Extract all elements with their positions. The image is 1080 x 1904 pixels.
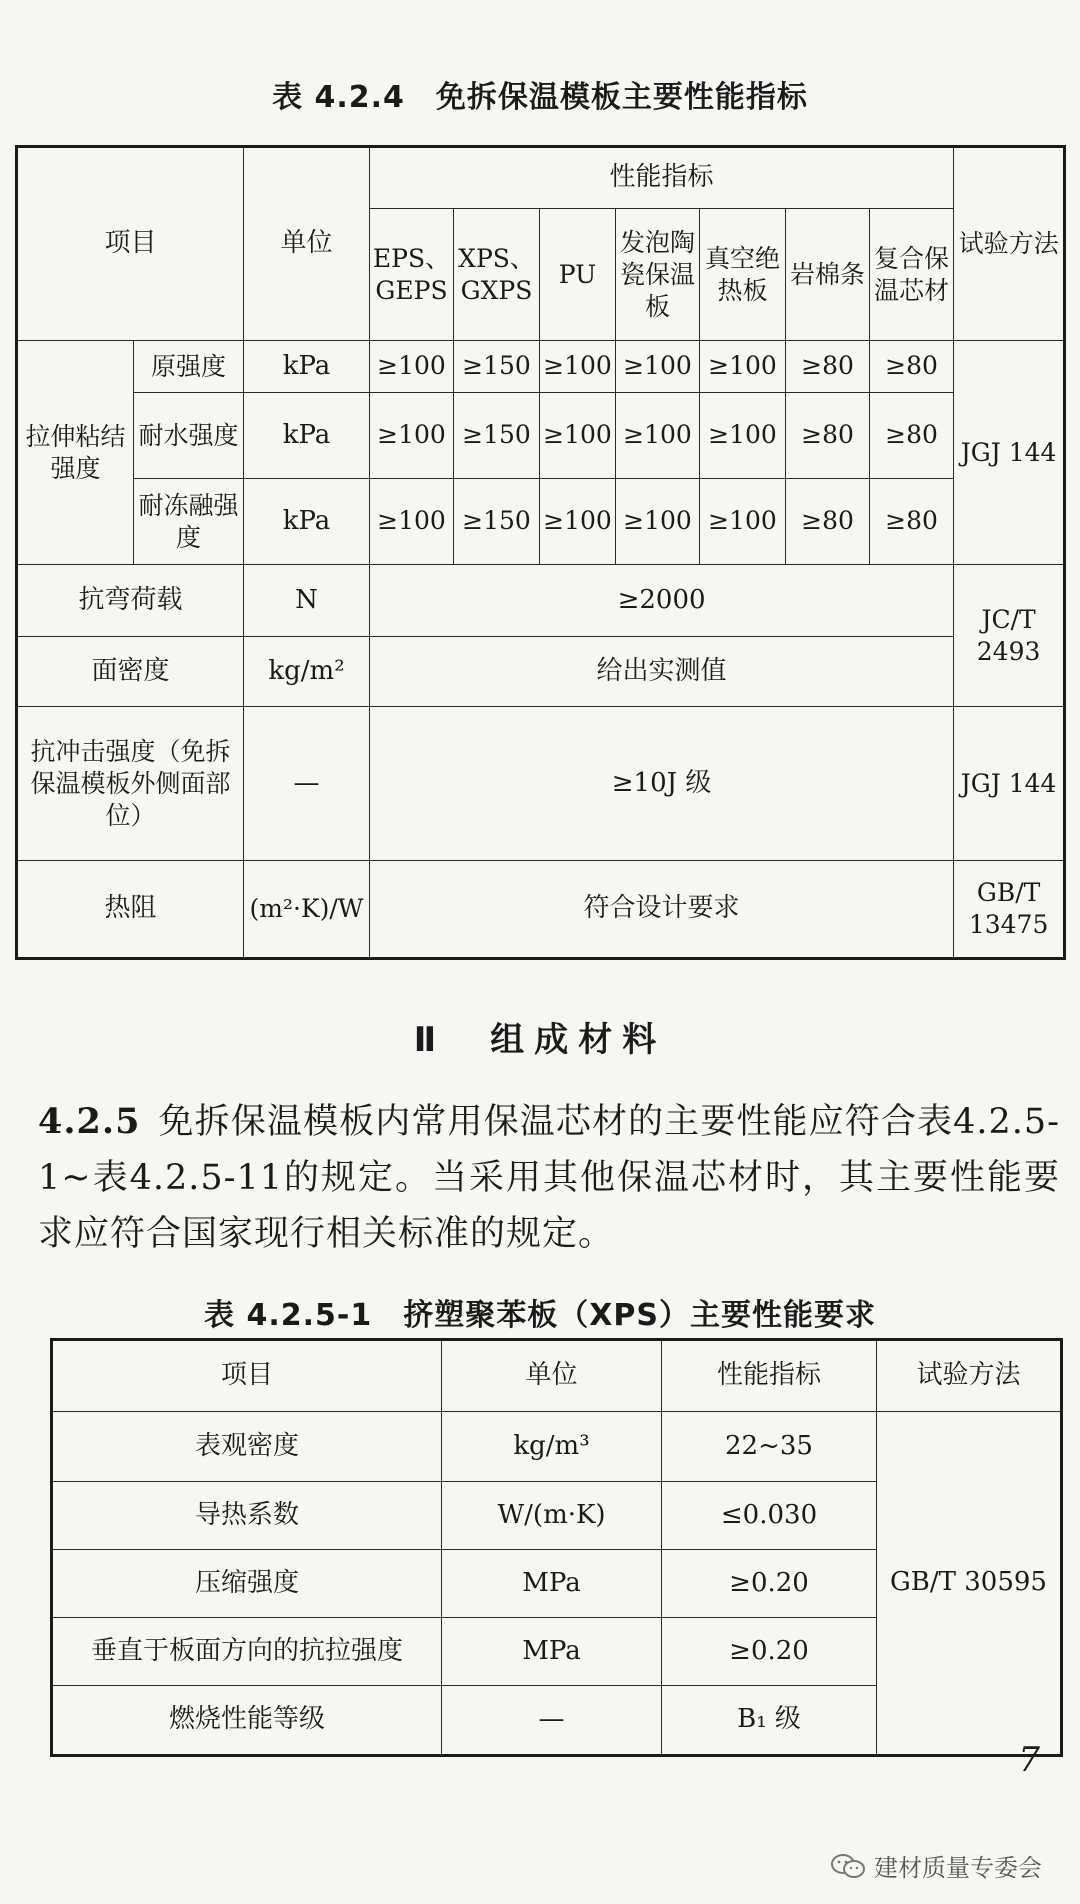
table2-unit: — [442, 1686, 662, 1756]
table1-cell: ≥80 [786, 479, 870, 565]
table1-cell: ≥100 [540, 393, 616, 479]
table1-header-perf: 性能指标 [370, 147, 954, 209]
table1-cell: ≥100 [370, 393, 454, 479]
table1-unit: kg/m² [244, 637, 370, 707]
clause-number: 4.2.5 [38, 1101, 141, 1142]
table1-cell: ≥80 [786, 341, 870, 393]
table1-header-item: 项目 [17, 147, 244, 341]
table1-cell: ≥100 [540, 479, 616, 565]
table2 [50, 1338, 1063, 1757]
table1-cell: ≥100 [616, 393, 700, 479]
table1-cell: ≥150 [454, 393, 540, 479]
table1-cell: ≥100 [616, 341, 700, 393]
table2-caption: 表 4.2.5-1 挤塑聚苯板（XPS）主要性能要求 [204, 1298, 876, 1333]
table2-value: ≥0.20 [662, 1550, 877, 1618]
table2-item: 燃烧性能等级 [52, 1686, 442, 1756]
table2-value: 22~35 [662, 1412, 877, 1482]
table1-unit: (m²·K)/W [244, 861, 370, 959]
table1 [15, 145, 1066, 960]
table1-unit: N [244, 565, 370, 637]
table1-item-density: 面密度 [17, 637, 244, 707]
table1-unit: kPa [244, 479, 370, 565]
table1-method-jct: JC/T 2493 [954, 565, 1065, 707]
table1-cell: ≥80 [870, 479, 954, 565]
table1-subitem: 原强度 [134, 341, 244, 393]
table1-group-label: 拉伸粘结强度 [17, 341, 134, 565]
table2-unit: MPa [442, 1550, 662, 1618]
table1-unit: — [244, 707, 370, 861]
page-number: 7 [1018, 1740, 1040, 1780]
table1-method-thermal: GB/T 13475 [954, 861, 1065, 959]
table1-cell: ≥150 [454, 341, 540, 393]
table1-col-header: PU [540, 209, 616, 341]
table2-header-item: 项目 [52, 1340, 442, 1412]
table1-item-thermal: 热阻 [17, 861, 244, 959]
table1-cell: ≥100 [700, 341, 786, 393]
table2-item: 垂直于板面方向的抗拉强度 [52, 1618, 442, 1686]
table1-col-header: XPS、GXPS [454, 209, 540, 341]
table1-cell: ≥80 [870, 393, 954, 479]
table2-item: 导热系数 [52, 1482, 442, 1550]
table1-cell: ≥80 [786, 393, 870, 479]
table2-item: 压缩强度 [52, 1550, 442, 1618]
table1-caption: 表 4.2.4 免拆保温模板主要性能指标 [272, 80, 808, 115]
table2-header-method: 试验方法 [877, 1340, 1062, 1412]
table1-cell: ≥150 [454, 479, 540, 565]
table1-col-header: EPS、GEPS [370, 209, 454, 341]
table1-col-header: 岩棉条 [786, 209, 870, 341]
table1-value-impact: ≥10J 级 [370, 707, 954, 861]
table2-method: GB/T 30595 [877, 1412, 1062, 1756]
table2-unit: kg/m³ [442, 1412, 662, 1482]
table2-value: B₁ 级 [662, 1686, 877, 1756]
table1-header-unit: 单位 [244, 147, 370, 341]
table1-cell: ≥100 [370, 341, 454, 393]
watermark [830, 1848, 1042, 1883]
table1-col-header: 发泡陶瓷保温板 [616, 209, 700, 341]
table1-cell: ≥100 [540, 341, 616, 393]
table1-col-header: 真空绝热板 [700, 209, 786, 341]
section-title: Ⅱ 组成材料 [413, 1020, 667, 1060]
table1-item-bend: 抗弯荷载 [17, 565, 244, 637]
table1-cell: ≥100 [616, 479, 700, 565]
table1-cell: ≥100 [700, 393, 786, 479]
table1-col-header: 复合保温芯材 [870, 209, 954, 341]
wechat-icon [830, 1853, 866, 1879]
table2-unit: MPa [442, 1618, 662, 1686]
table1-unit: kPa [244, 341, 370, 393]
table1-method-jgj: JGJ 144 [954, 341, 1065, 565]
table2-value: ≥0.20 [662, 1618, 877, 1686]
table1-subitem: 耐冻融强度 [134, 479, 244, 565]
table1-cell: ≥80 [870, 341, 954, 393]
table1-cell: ≥100 [700, 479, 786, 565]
table2-header-unit: 单位 [442, 1340, 662, 1412]
table2-header-perf: 性能指标 [662, 1340, 877, 1412]
table1-subitem: 耐水强度 [134, 393, 244, 479]
table1-method-impact: JGJ 144 [954, 707, 1065, 861]
table1-value-bend: ≥2000 [370, 565, 954, 637]
table1-cell: ≥100 [370, 479, 454, 565]
table2-unit: W/(m·K) [442, 1482, 662, 1550]
clause-text: 免拆保温模板内常用保温芯材的主要性能应符合表4.2.5-1~表4.2.5-11的规定。当采用其他保温芯材时，其主要性能要求应符合国家现行相关标准的规定。 [38, 1102, 1060, 1254]
table2-value: ≤0.030 [662, 1482, 877, 1550]
table1-unit: kPa [244, 393, 370, 479]
table2-item: 表观密度 [52, 1412, 442, 1482]
table1-value-thermal: 符合设计要求 [370, 861, 954, 959]
clause-paragraph [38, 1094, 1060, 1262]
table1-header-method: 试验方法 [954, 147, 1065, 341]
table1-value-density: 给出实测值 [370, 637, 954, 707]
watermark-text: 建材质量专委会 [874, 1854, 1042, 1882]
table1-item-impact: 抗冲击强度（免拆保温模板外侧面部位） [17, 707, 244, 861]
